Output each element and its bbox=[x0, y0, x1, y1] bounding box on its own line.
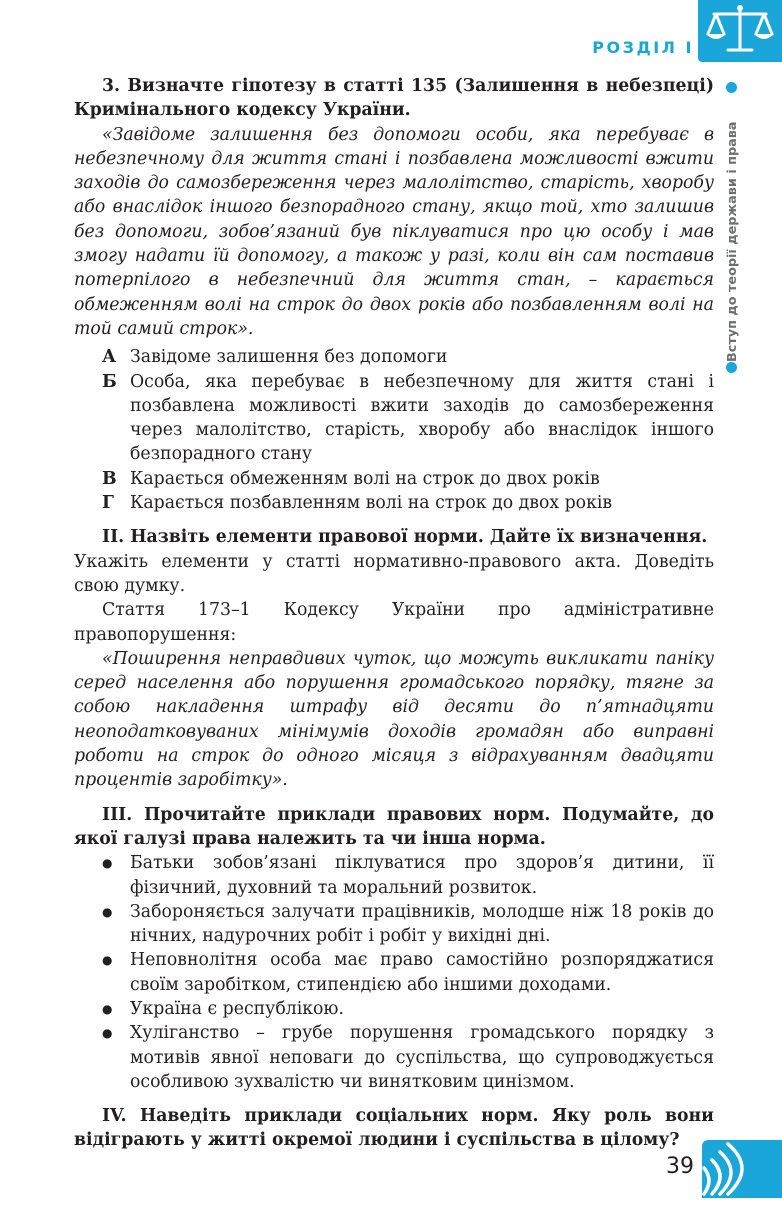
task-4-title: ІV. Наведіть приклади соціальних норм. Яку роль вони відіграють у житті окремої людини і суспільства в цілому? bbox=[74, 1106, 714, 1151]
option-text: Особа, яка перебуває в небезпечному для життя стані і позбавлена можливості вжити заходів до самозбереження через малолітство, старість, хворобу або внаслідок іншого безпорадного стану bbox=[130, 371, 714, 465]
option-key: Г bbox=[102, 493, 114, 514]
option-a bbox=[74, 345, 714, 369]
task-2-instruction: Укажіть елементи у статті нормативно-правового акта. Доведіть свою думку. bbox=[74, 551, 714, 596]
side-dot-bottom bbox=[726, 362, 737, 373]
option-text: Карається позбавленням волі на строк до двох років bbox=[130, 493, 613, 514]
bullet-text: Хуліганство – грубе порушення громадського порядку з мотивів явної неповаги до суспільства, що супроводжується особливою зухвалістю чи винятковим цинізмом. bbox=[130, 1023, 714, 1092]
bullet-icon: ● bbox=[102, 1001, 113, 1016]
bullet-item bbox=[74, 948, 714, 997]
bullet-icon: ● bbox=[102, 904, 113, 919]
task-3-quote: «Завідоме залишення без допомоги особи, яка перебуває в небезпечному для життя стані і позбавлена можливості вжити заходів до самозбереження через малолітство, старість, хворобу або внаслідок іншого безпорадного стану, якщо той, хто залишив без допомоги, зобов’язаний був піклуватися про цю особу і мав змогу надати їй допомогу, а також у разі, коли він сам поставив потерпілого в небезпечний для життя стан, – карається обмеженням волі на строк до двох років або позбавленням волі на той самий строк». bbox=[74, 124, 714, 339]
bullet-item bbox=[74, 1021, 714, 1094]
signal-waves-icon bbox=[702, 1140, 782, 1198]
option-b bbox=[74, 370, 714, 467]
option-key: Б bbox=[102, 371, 117, 392]
bullet-item bbox=[74, 900, 714, 949]
section-label: РОЗДІЛ І bbox=[592, 38, 694, 57]
option-text: Завідоме залишення без допомоги bbox=[130, 347, 448, 368]
side-label bbox=[722, 82, 744, 372]
task-3-title: 3. Визначте гіпотезу в статті 135 (Залишення в небезпеці) Кримінального кодексу України. bbox=[74, 76, 714, 121]
task-2-quote: «Поширення неправдивих чуток, що можуть викликати паніку серед населення або порушення громадського порядку, тягне за собою накладення штрафу від десяти до п’ятнадцяти неоподатковуваних мінімумів доходів громадян або виправні роботи на строк до одного місяця з відрахуванням двадцяти процентів заробітку». bbox=[74, 648, 714, 791]
header-tab bbox=[698, 0, 782, 62]
task-3-options bbox=[74, 345, 714, 515]
page-content bbox=[74, 74, 714, 1153]
bullet-icon: ● bbox=[102, 856, 113, 871]
task-2-article: Стаття 173–1 Кодексу України про адміністративне правопорушення: bbox=[74, 600, 714, 645]
side-dot-top bbox=[726, 82, 737, 93]
bullet-icon: ● bbox=[102, 1026, 113, 1041]
bullet-text: Забороняється залучати працівників, молодше ніж 18 років до нічних, надурочних робіт і робіт у вихідні дні. bbox=[130, 901, 714, 947]
bullet-text: Неповнолітня особа має право самостійно розпоряджатися своїм заробітком, стипендією або іншими доходами. bbox=[130, 950, 714, 995]
scales-icon bbox=[704, 2, 776, 58]
option-text: Карається обмеженням волі на строк до двох років bbox=[130, 468, 600, 489]
option-key: В bbox=[102, 468, 117, 489]
task-3b-title: ІІІ. Прочитайте приклади правових норм. Подумайте, до якої галузі права належить та чи інша норма. bbox=[74, 804, 714, 849]
option-key: А bbox=[102, 347, 117, 368]
page-number: 39 bbox=[666, 1154, 694, 1179]
bullet-text: Батьки зобов’язані піклуватися про здоров’я дитини, її фізичний, духовний та моральний розвиток. bbox=[130, 853, 714, 898]
side-label-text: Вступ до теорії держави і права bbox=[725, 121, 740, 362]
bullet-item bbox=[74, 997, 714, 1021]
bullet-item bbox=[74, 851, 714, 900]
footer-tab bbox=[702, 1140, 782, 1198]
task-3b-bullets bbox=[74, 851, 714, 1094]
task-2-title: ІІ. Назвіть елементи правової норми. Дайте їх визначення. bbox=[102, 527, 708, 548]
option-v bbox=[74, 467, 714, 491]
option-g bbox=[74, 491, 714, 515]
bullet-icon: ● bbox=[102, 953, 113, 968]
bullet-text: Україна є республікою. bbox=[130, 998, 344, 1019]
